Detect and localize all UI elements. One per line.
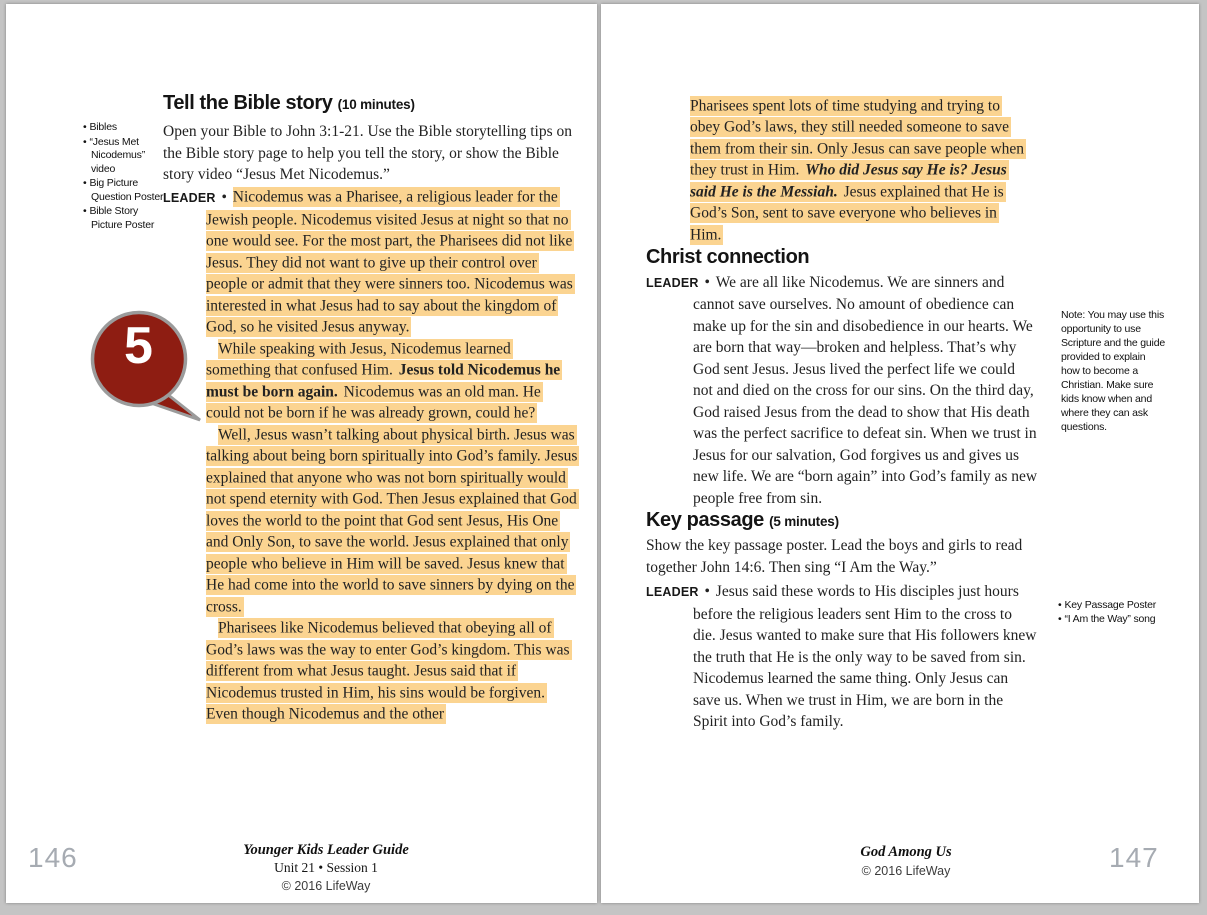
materials-item-label: Big Picture Question Poster xyxy=(89,177,164,203)
section-title-christ-connection xyxy=(646,246,1038,269)
story-text: Nicodemus was an old man. He could not be born if he was already grown, could he? xyxy=(206,383,541,422)
materials-item-label: Bibles xyxy=(89,121,117,133)
bullet-glyph: • xyxy=(221,188,227,206)
bullet-glyph: • xyxy=(83,121,87,133)
footer-series-title: God Among Us xyxy=(860,844,952,860)
materials-item xyxy=(83,205,169,232)
bullet-glyph: • xyxy=(83,177,87,189)
section-duration: (5 minutes) xyxy=(769,514,839,529)
materials-list xyxy=(83,121,169,233)
materials-item xyxy=(83,136,169,177)
main-column-right xyxy=(646,95,1038,733)
leader-paragraph xyxy=(163,187,578,339)
leader-paragraph xyxy=(646,272,1038,510)
bullet-glyph: • xyxy=(704,273,710,291)
story-text: Pharisees spent lots of time studying and trying to obey God’s laws, they still needed someone to save them from their sin. Only Jesus can save people when they trust in Him. xyxy=(690,97,1025,179)
session-number: 5 xyxy=(124,317,153,375)
section-duration: (10 minutes) xyxy=(337,97,415,112)
leader-label: LEADER xyxy=(163,190,216,205)
section-title-text: Tell the Bible story xyxy=(163,92,333,114)
page-number: 146 xyxy=(28,842,78,873)
margin-materials-list xyxy=(1058,598,1178,626)
materials-item-label: “Jesus Met Nicodemus” video xyxy=(89,135,146,175)
story-paragraph xyxy=(206,618,578,726)
leader-paragraph xyxy=(646,581,1038,733)
story-paragraph xyxy=(690,95,1028,246)
bullet-glyph: • xyxy=(1058,599,1062,611)
materials-item-label: “I Am the Way” song xyxy=(1064,613,1156,625)
bullet-glyph: • xyxy=(83,135,87,148)
materials-item xyxy=(1058,612,1178,626)
story-text: While speaking with Jesus, Nicodemus learned something that confused Him. xyxy=(206,340,511,379)
section-title-text: Key passage xyxy=(646,509,764,531)
materials-item xyxy=(83,177,169,204)
section-title-key-passage xyxy=(646,509,1038,533)
footer-unit-session: Unit 21 • Session 1 xyxy=(274,860,378,875)
section-title-tell-the-bible-story xyxy=(163,92,578,116)
page-number: 147 xyxy=(1109,842,1159,873)
leader-label: LEADER xyxy=(646,275,699,290)
bullet-glyph: • xyxy=(83,205,87,217)
story-paragraph xyxy=(206,424,578,618)
section-title-text: Christ connection xyxy=(646,245,810,268)
story-text: Pharisees like Nicodemus believed that obeying all of God’s laws was the way to enter God’s kingdom. This was different from what Jesus taught. Jesus said that if Nicodemus trusted in Him, his sins would be forgiven. Even though Nicodemus and the other xyxy=(206,619,570,723)
story-text-bold: Jesus told Nicodemus he must be born again. xyxy=(206,361,561,400)
story-text: Jesus explained that He is God’s Son, sent to save everyone who believes in Him. xyxy=(690,183,1004,243)
page-146 xyxy=(6,4,597,903)
margin-note: Note: You may use this opportunity to use Scripture and the guide provided to explain how to become a Christian. Make sure kids know when and where they can ask questions. xyxy=(1061,309,1165,433)
footer-copyright: © 2016 LifeWay xyxy=(861,864,951,878)
materials-item xyxy=(1058,598,1178,612)
story-text-bold-italic: Who did Jesus say He is? Jesus said He is the Messiah. xyxy=(690,161,1007,200)
story-text: Nicodemus was a Pharisee, a religious leader for the Jewish people. Nicodemus visited Jesus at night so that no one would see. For the most part, the Pharisees did not like Jesus. They did not want to give up their control over people or admit that they were sinners too. Nicodemus was interested in what Jesus had to say about the kingdom of God, so he visited Jesus anyway. xyxy=(206,188,573,336)
main-column-left xyxy=(163,92,578,725)
bullet-glyph: • xyxy=(704,583,710,600)
footer-left-page xyxy=(176,842,476,895)
page-147 xyxy=(601,4,1199,903)
bullet-glyph: • xyxy=(1058,613,1062,625)
leader-text: Jesus said these words to His disciples just hours before the religious leaders sent Him to the cross to die. Jesus wanted to make sure that His followers knew the truth that He is the only way to be saved from sin. Nicodemus learned the same thing. Only Jesus can save us. When we trust in Him, we are born in the Spirit into God’s family. xyxy=(693,583,1037,730)
leader-text: We are all like Nicodemus. We are sinners and cannot save ourselves. No amount of obedience can make up for the sin and disobedience in our hearts. We are born that way—broken and helpless. That’s why God sent Jesus. Jesus lived the perfect life we could not and died on the cross for our sins. On the third day, God raised Jesus from the dead to show that His death was the perfect sacrifice to defeat sin. When we trust in Jesus for our salvation, God forgives us and gives us new life. We are “born again” into God’s family as new people free from sin. xyxy=(693,273,1038,507)
footer-copyright: © 2016 LifeWay xyxy=(281,879,371,893)
story-paragraph xyxy=(206,338,578,424)
materials-item xyxy=(83,121,169,135)
story-text: Well, Jesus wasn’t talking about physical birth. Jesus was talking about being born spiritually into God’s family. Jesus explained that anyone who was not born spiritually would not spend eternity with God. Then Jesus explained that God loves the world to the point that God sent Jesus, His One and Only Son, to save the world. Jesus explained that only people who believe in Him will be saved. Jesus knew that He had come into the world to save sinners by dying on the cross. xyxy=(206,426,578,615)
footer-right-page xyxy=(756,844,1056,880)
leader-script-continuation xyxy=(690,95,1028,246)
footer-book-title: Younger Kids Leader Guide xyxy=(243,842,409,858)
materials-item-label: Bible Story Picture Poster xyxy=(89,205,155,231)
intro-paragraph: Open your Bible to John 3:1-21. Use the Bible storytelling tips on the Bible story page to help you tell the story, or show the Bible story video “Jesus Met Nicodemus.” xyxy=(163,123,572,183)
leader-script-block xyxy=(163,187,578,726)
key-passage-intro: Show the key passage poster. Lead the boys and girls to read together John 14:6. Then sing “I Am the Way.” xyxy=(646,537,1023,576)
materials-item-label: Key Passage Poster xyxy=(1064,599,1157,611)
session-number-callout xyxy=(90,310,208,424)
leader-label: LEADER xyxy=(646,585,699,599)
